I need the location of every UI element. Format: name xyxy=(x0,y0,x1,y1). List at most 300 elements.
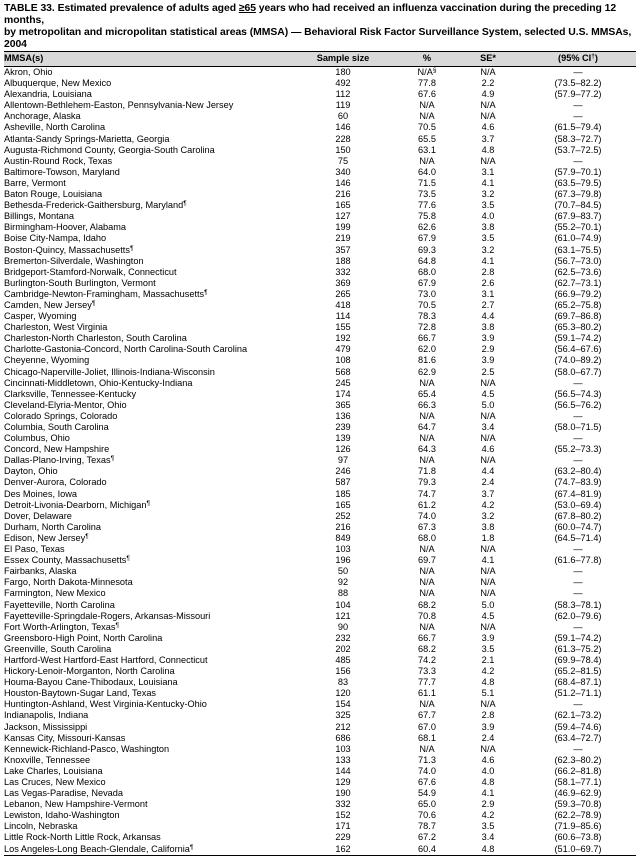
se-cell-text: 3.8 xyxy=(481,222,495,233)
ci-cell xyxy=(520,844,636,856)
sample-size-cell-text: 228 xyxy=(335,133,351,144)
sample-size-cell xyxy=(288,844,398,856)
ci-cell-text: (69.7–86.8) xyxy=(554,311,602,322)
percent-cell xyxy=(398,677,456,688)
ci-cell xyxy=(520,433,636,444)
percent-cell-text: 66.3 xyxy=(418,399,436,410)
ci-cell-text: (62.0–79.6) xyxy=(554,610,602,621)
ci-cell-text: (66.9–79.2) xyxy=(554,288,602,299)
table-row xyxy=(4,211,636,222)
ci-cell xyxy=(520,89,636,100)
se-cell-text: 4.5 xyxy=(481,610,495,621)
footnote-mark: ¶ xyxy=(129,244,134,252)
se-cell-text: 4.0 xyxy=(481,211,495,222)
table-row xyxy=(4,710,636,721)
ci-cell xyxy=(520,300,636,311)
table-row xyxy=(4,655,636,666)
table-row xyxy=(4,289,636,300)
ci-cell-text: (71.9–85.6) xyxy=(554,821,602,832)
sample-size-cell-text: 369 xyxy=(335,277,351,288)
table-row xyxy=(4,477,636,488)
table-row xyxy=(4,666,636,677)
header-percent: % xyxy=(398,52,456,67)
se-cell xyxy=(456,489,520,500)
table-row xyxy=(4,633,636,644)
se-cell-text: 3.5 xyxy=(481,200,495,211)
mmsa-name-text: Austin-Round Rock, Texas xyxy=(4,155,113,166)
table-body xyxy=(4,67,636,856)
sample-size-cell-text: 185 xyxy=(335,488,351,499)
se-cell xyxy=(456,477,520,488)
se-cell xyxy=(456,355,520,366)
table-row xyxy=(4,233,636,244)
sample-size-cell xyxy=(288,633,398,644)
ci-cell xyxy=(520,245,636,256)
ci-cell xyxy=(520,544,636,555)
table-row xyxy=(4,167,636,178)
se-cell-text: 5.1 xyxy=(481,688,495,699)
mmsa-name xyxy=(4,500,288,511)
table-row xyxy=(4,389,636,400)
table-row xyxy=(4,111,636,122)
se-cell-text: N/A xyxy=(480,455,496,466)
se-cell-text: 3.8 xyxy=(481,521,495,532)
table-row xyxy=(4,422,636,433)
se-cell-text: 4.0 xyxy=(481,765,495,776)
sample-size-cell-text: 180 xyxy=(335,67,351,77)
se-cell-text: 2.7 xyxy=(481,299,495,310)
se-cell-text: 4.2 xyxy=(481,499,495,510)
mmsa-name xyxy=(4,233,288,244)
sample-size-cell xyxy=(288,622,398,633)
se-cell-text: 3.1 xyxy=(481,166,495,177)
footnote-mark: ¶ xyxy=(115,621,119,629)
percent-cell xyxy=(398,788,456,799)
ci-cell-text: (51.2–71.1) xyxy=(554,688,602,699)
sample-size-cell xyxy=(288,777,398,788)
table-row xyxy=(4,533,636,544)
ci-cell-text: (53.0–69.4) xyxy=(554,499,602,510)
mmsa-name xyxy=(4,766,288,777)
table-row xyxy=(4,466,636,477)
mmsa-name xyxy=(4,466,288,477)
mmsa-name-text: Concord, New Hampshire xyxy=(4,444,110,455)
percent-cell xyxy=(398,411,456,422)
ci-cell xyxy=(520,311,636,322)
percent-cell xyxy=(398,777,456,788)
percent-cell xyxy=(398,633,456,644)
mmsa-name xyxy=(4,78,288,89)
ci-cell-text: — xyxy=(573,743,583,754)
mmsa-name xyxy=(4,333,288,344)
sample-size-cell xyxy=(288,222,398,233)
se-cell-text: N/A xyxy=(480,743,496,754)
se-cell xyxy=(456,633,520,644)
se-cell xyxy=(456,245,520,256)
sample-size-cell-text: 686 xyxy=(335,732,351,743)
ci-cell xyxy=(520,733,636,744)
mmsa-name-text: Indianapolis, Indiana xyxy=(4,710,89,721)
sample-size-cell-text: 112 xyxy=(335,89,351,100)
percent-cell-text: N/A xyxy=(417,67,433,77)
ci-cell xyxy=(520,389,636,400)
se-cell xyxy=(456,256,520,267)
mmsa-name-text: Atlanta-Sandy Springs-Marietta, Georgia xyxy=(4,133,170,144)
se-cell xyxy=(456,611,520,622)
percent-cell xyxy=(398,422,456,433)
se-cell xyxy=(456,289,520,300)
mmsa-name-text: Charlotte-Gastonia-Concord, North Carolina-South Carolina xyxy=(4,344,248,355)
mmsa-name-text: Akron, Ohio xyxy=(4,67,53,77)
se-cell-text: N/A xyxy=(480,544,496,555)
ci-cell xyxy=(520,444,636,455)
sample-size-cell xyxy=(288,344,398,355)
mmsa-name xyxy=(4,699,288,710)
sample-size-cell xyxy=(288,511,398,522)
sample-size-cell-text: 108 xyxy=(335,355,351,366)
table-row xyxy=(4,222,636,233)
percent-cell-text: 61.1 xyxy=(418,688,436,699)
footnote-mark: ¶ xyxy=(146,499,150,507)
percent-cell xyxy=(398,289,456,300)
ci-cell xyxy=(520,400,636,411)
sample-size-cell xyxy=(288,544,398,555)
mmsa-name xyxy=(4,489,288,500)
ci-cell xyxy=(520,111,636,122)
ci-cell-text: (55.2–73.3) xyxy=(554,444,602,455)
table-row xyxy=(4,267,636,278)
se-cell-text: N/A xyxy=(480,377,496,388)
table-row xyxy=(4,300,636,311)
mmsa-name xyxy=(4,666,288,677)
mmsa-name-text: Jackson, Mississippi xyxy=(4,721,88,732)
ci-cell-text: — xyxy=(573,566,583,577)
mmsa-name xyxy=(4,400,288,411)
percent-cell xyxy=(398,466,456,477)
se-cell xyxy=(456,644,520,655)
percent-cell xyxy=(398,755,456,766)
table-row xyxy=(4,722,636,733)
se-cell xyxy=(456,832,520,843)
se-cell xyxy=(456,156,520,167)
mmsa-name-text: Lake Charles, Louisiana xyxy=(4,765,103,776)
ci-cell xyxy=(520,832,636,843)
table-row xyxy=(4,600,636,611)
mmsa-name-text: Alexandria, Louisiana xyxy=(4,89,92,100)
table-row xyxy=(4,67,636,79)
ci-cell-text: (73.5–82.2) xyxy=(554,78,602,89)
sample-size-cell-text: 365 xyxy=(335,399,351,410)
header-sample-size: Sample size xyxy=(288,52,398,67)
mmsa-name-text: Los Angeles-Long Beach-Glendale, California xyxy=(4,843,190,854)
sample-size-cell xyxy=(288,644,398,655)
percent-cell xyxy=(398,89,456,100)
sample-size-cell-text: 849 xyxy=(335,532,351,543)
se-cell-text: 4.4 xyxy=(481,311,495,322)
percent-cell-text: 68.0 xyxy=(418,532,436,543)
sample-size-cell xyxy=(288,256,398,267)
mmsa-name xyxy=(4,178,288,189)
percent-cell-text: 73.0 xyxy=(418,288,436,299)
percent-cell-text: N/A xyxy=(419,111,435,122)
se-cell xyxy=(456,367,520,378)
sample-size-cell xyxy=(288,788,398,799)
sample-size-cell xyxy=(288,566,398,577)
percent-cell-text: 68.1 xyxy=(418,732,436,743)
mmsa-name-text: Greensboro-High Point, North Carolina xyxy=(4,632,163,643)
sample-size-cell-text: 88 xyxy=(337,588,349,599)
percent-cell-text: 61.2 xyxy=(418,499,436,510)
percent-cell-text: 67.6 xyxy=(418,89,436,100)
mmsa-name-text: Greenville, South Carolina xyxy=(4,643,112,654)
mmsa-name xyxy=(4,344,288,355)
percent-cell-text: 62.6 xyxy=(418,222,436,233)
sample-size-cell-text: 83 xyxy=(337,677,349,688)
sample-size-cell-text: 202 xyxy=(335,643,351,654)
mmsa-name-text: Baltimore-Towson, Maryland xyxy=(4,166,120,177)
mmsa-name-text: Kansas City, Missouri-Kansas xyxy=(4,732,126,743)
percent-cell-text: 62.9 xyxy=(418,366,436,377)
table-row xyxy=(4,78,636,89)
table-row xyxy=(4,522,636,533)
mmsa-name xyxy=(4,566,288,577)
table-row xyxy=(4,122,636,133)
ci-cell xyxy=(520,522,636,533)
percent-cell-text: N/A xyxy=(419,100,435,111)
sample-size-cell xyxy=(288,189,398,200)
mmsa-name xyxy=(4,367,288,378)
mmsa-name-text: Des Moines, Iowa xyxy=(4,488,78,499)
se-cell xyxy=(456,710,520,721)
ci-cell xyxy=(520,799,636,810)
ci-cell-text: — xyxy=(573,410,583,421)
mmsa-name-text: Cincinnati-Middletown, Ohio-Kentucky-Indiana xyxy=(4,377,193,388)
percent-cell-text: 71.3 xyxy=(418,754,436,765)
se-cell xyxy=(456,777,520,788)
mmsa-name xyxy=(4,577,288,588)
ci-cell xyxy=(520,666,636,677)
ci-cell-text: (56.4–67.6) xyxy=(554,344,602,355)
ci-cell-text: — xyxy=(573,544,583,555)
sample-size-cell xyxy=(288,245,398,256)
mmsa-name xyxy=(4,422,288,433)
sample-size-cell-text: 146 xyxy=(335,122,351,133)
ci-cell xyxy=(520,533,636,544)
ci-cell xyxy=(520,100,636,111)
se-cell-text: 2.6 xyxy=(481,277,495,288)
table-row xyxy=(4,733,636,744)
ci-cell xyxy=(520,322,636,333)
table-row xyxy=(4,178,636,189)
title-line2: by metropolitan and micropolitan statistical areas (MMSA) — Behavioral Risk Factor Surveillance System, selected U.S. MMSAs, 2004 xyxy=(4,27,632,50)
percent-cell-text: 67.0 xyxy=(418,721,436,732)
sample-size-cell-text: 239 xyxy=(335,422,351,432)
ci-cell-text: (60.6–73.8) xyxy=(554,832,602,843)
mmsa-name xyxy=(4,744,288,755)
mmsa-name-text: Hartford-West Hartford-East Hartford, Connecticut xyxy=(4,654,208,665)
header-mmsa: MMSA(s) xyxy=(4,52,288,67)
sample-size-cell-text: 325 xyxy=(335,710,351,721)
ci-cell-text: (61.6–77.8) xyxy=(554,555,602,566)
mmsa-name xyxy=(4,256,288,267)
mmsa-name xyxy=(4,821,288,832)
table-row xyxy=(4,433,636,444)
table-row xyxy=(4,555,636,566)
sample-size-cell xyxy=(288,156,398,167)
mmsa-name-text: Bethesda-Frederick-Gaithersburg, Maryland xyxy=(4,200,184,211)
title-age-threshold: ≥65 xyxy=(238,3,256,14)
percent-cell xyxy=(398,278,456,289)
sample-size-cell xyxy=(288,67,398,79)
sample-size-cell xyxy=(288,500,398,511)
ci-cell xyxy=(520,333,636,344)
mmsa-name-text: Asheville, North Carolina xyxy=(4,122,106,133)
percent-cell-text: 73.3 xyxy=(418,666,436,677)
ci-cell xyxy=(520,422,636,433)
mmsa-name-text: Augusta-Richmond County, Georgia-South Carolina xyxy=(4,144,215,155)
table-row xyxy=(4,544,636,555)
table-row xyxy=(4,777,636,788)
percent-cell xyxy=(398,122,456,133)
percent-cell xyxy=(398,145,456,156)
sample-size-cell-text: 199 xyxy=(335,222,351,233)
se-cell xyxy=(456,821,520,832)
se-cell-text: 3.9 xyxy=(481,355,495,366)
percent-cell-text: 64.3 xyxy=(418,444,436,455)
sample-size-cell xyxy=(288,688,398,699)
ci-cell-text: (62.5–73.6) xyxy=(554,266,602,277)
se-cell xyxy=(456,788,520,799)
sample-size-cell-text: 144 xyxy=(335,765,351,776)
percent-cell xyxy=(398,500,456,511)
mmsa-name-text: Allentown-Bethlehem-Easton, Pennsylvania-New Jersey xyxy=(4,100,234,111)
ci-cell xyxy=(520,500,636,511)
sample-size-cell xyxy=(288,367,398,378)
percent-cell xyxy=(398,134,456,145)
se-cell xyxy=(456,167,520,178)
sample-size-cell xyxy=(288,533,398,544)
sample-size-cell-text: 332 xyxy=(335,266,351,277)
footnote-mark: ¶ xyxy=(91,299,96,307)
sample-size-cell-text: 90 xyxy=(337,621,349,632)
mmsa-name xyxy=(4,278,288,289)
mmsa-name-text: Denver-Aurora, Colorado xyxy=(4,477,107,488)
mmsa-name-text: Chicago-Naperville-Joliet, Illinois-Indiana-Wisconsin xyxy=(4,366,215,377)
data-table xyxy=(4,51,636,856)
sample-size-cell-text: 162 xyxy=(335,843,351,854)
percent-cell-text: N/A xyxy=(419,588,435,599)
percent-cell xyxy=(398,256,456,267)
ci-cell-text: (59.1–74.2) xyxy=(554,333,602,344)
ci-cell xyxy=(520,122,636,133)
mmsa-name-text: Boise City-Nampa, Idaho xyxy=(4,233,107,244)
percent-cell-text: 62.0 xyxy=(418,344,436,355)
se-cell-text: 4.6 xyxy=(481,754,495,765)
ci-cell xyxy=(520,455,636,466)
sample-size-cell-text: 150 xyxy=(335,144,351,155)
table-row xyxy=(4,844,636,856)
ci-cell xyxy=(520,644,636,655)
ci-cell-text: (63.2–80.4) xyxy=(554,466,602,477)
se-cell xyxy=(456,233,520,244)
ci-cell-text: (65.3–80.2) xyxy=(554,322,602,333)
se-cell xyxy=(456,400,520,411)
percent-cell xyxy=(398,100,456,111)
table-row xyxy=(4,500,636,511)
percent-cell xyxy=(398,566,456,577)
table-row xyxy=(4,810,636,821)
se-cell-text: 2.1 xyxy=(481,654,495,665)
sample-size-cell xyxy=(288,710,398,721)
mmsa-name-text: Lewiston, Idaho-Washington xyxy=(4,810,120,821)
se-cell-text: 4.6 xyxy=(481,122,495,133)
se-cell-text: N/A xyxy=(480,566,496,577)
mmsa-name xyxy=(4,810,288,821)
table-row xyxy=(4,355,636,366)
mmsa-name xyxy=(4,677,288,688)
se-cell-text: 2.4 xyxy=(481,477,495,488)
percent-cell xyxy=(398,233,456,244)
percent-cell xyxy=(398,688,456,699)
ci-cell xyxy=(520,278,636,289)
ci-cell-text: (59.4–74.6) xyxy=(554,721,602,732)
ci-cell-text: (67.9–83.7) xyxy=(554,211,602,222)
mmsa-name-text: Cleveland-Elyria-Mentor, Ohio xyxy=(4,399,127,410)
percent-cell xyxy=(398,333,456,344)
ci-cell xyxy=(520,810,636,821)
mmsa-name-text: Houma-Bayou Cane-Thibodaux, Louisiana xyxy=(4,677,178,688)
se-cell xyxy=(456,333,520,344)
ci-cell-text: (58.3–72.7) xyxy=(554,133,602,144)
table-row xyxy=(4,145,636,156)
ci-cell xyxy=(520,744,636,755)
percent-cell-text: 74.7 xyxy=(418,488,436,499)
footnote-mark: ¶ xyxy=(183,200,187,208)
sample-size-cell xyxy=(288,422,398,433)
percent-cell-text: 54.9 xyxy=(418,788,436,799)
ci-cell xyxy=(520,178,636,189)
table-row xyxy=(4,622,636,633)
sample-size-cell xyxy=(288,322,398,333)
se-cell xyxy=(456,766,520,777)
table-row xyxy=(4,455,636,466)
ci-cell-text: (55.2–70.1) xyxy=(554,222,602,233)
footnote-mark: ¶ xyxy=(110,455,115,463)
ci-cell-text: — xyxy=(573,699,583,710)
percent-cell xyxy=(398,611,456,622)
percent-cell-text: 70.5 xyxy=(418,299,436,310)
mmsa-name-text: Las Cruces, New Mexico xyxy=(4,777,106,787)
table-row xyxy=(4,688,636,699)
sample-size-cell-text: 75 xyxy=(337,155,349,166)
table-title xyxy=(4,3,636,51)
sample-size-cell-text: 104 xyxy=(335,599,351,610)
mmsa-name-text: Durham, North Carolina xyxy=(4,521,102,532)
ci-cell xyxy=(520,67,636,79)
ci-cell-text: — xyxy=(573,155,583,166)
percent-cell-text: 78.7 xyxy=(418,821,436,832)
table-row xyxy=(4,256,636,267)
mmsa-name xyxy=(4,755,288,766)
sample-size-cell xyxy=(288,400,398,411)
sample-size-cell xyxy=(288,178,398,189)
sample-size-cell xyxy=(288,145,398,156)
table-row xyxy=(4,832,636,843)
sample-size-cell-text: 126 xyxy=(335,444,351,455)
percent-cell xyxy=(398,577,456,588)
ci-cell xyxy=(520,233,636,244)
percent-cell xyxy=(398,211,456,222)
